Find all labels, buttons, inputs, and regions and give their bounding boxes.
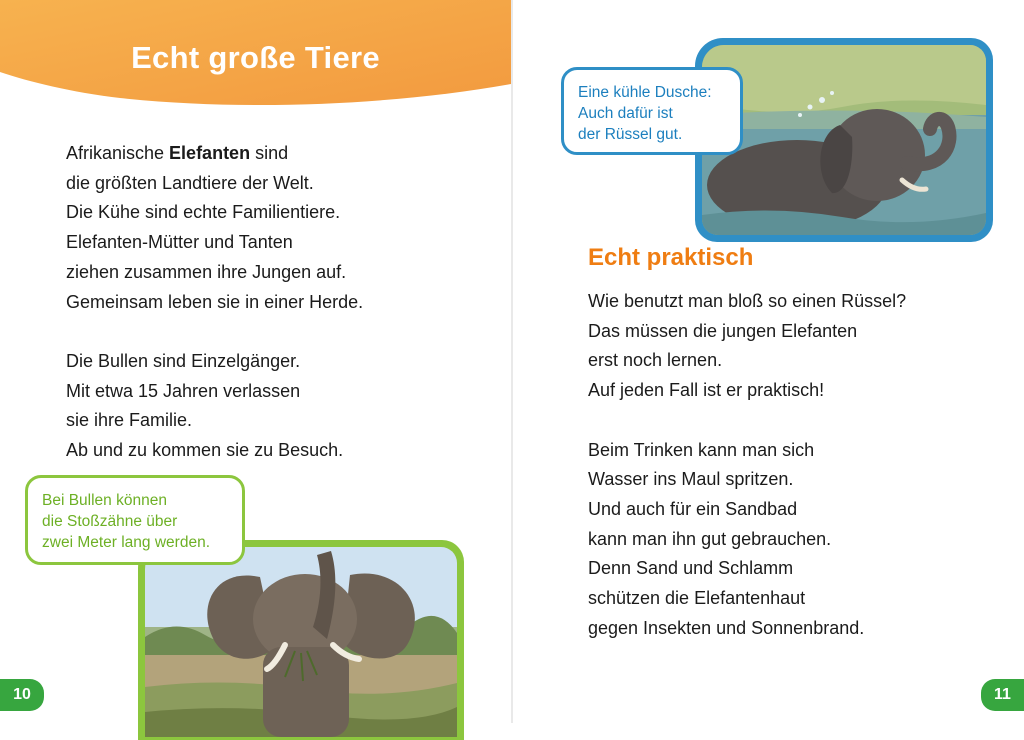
text-line: Auf jeden Fall ist er praktisch! bbox=[588, 380, 825, 401]
callout-line: zwei Meter lang werden. bbox=[42, 534, 210, 551]
text-line: erst noch lernen. bbox=[588, 350, 723, 371]
page-number: 11 bbox=[981, 679, 1024, 711]
highlight-word: Elefanten bbox=[169, 143, 251, 163]
text-line: ziehen zusammen ihre Jungen auf. bbox=[66, 261, 347, 282]
text-line: Elefanten-Mütter und Tanten bbox=[66, 232, 293, 253]
text-line: Wasser ins Maul spritzen. bbox=[588, 469, 794, 490]
text-line: gegen Insekten und Sonnenbrand. bbox=[588, 617, 865, 638]
text-line: Beim Trinken kann man sich bbox=[588, 439, 815, 460]
text-line: Afrikanische Elefanten sind bbox=[66, 143, 289, 163]
elephant-bull-photo bbox=[138, 540, 464, 740]
elephant-shower-image bbox=[702, 45, 986, 235]
left-body-text bbox=[66, 139, 486, 466]
text-line: Die Kühe sind echte Familientiere. bbox=[66, 202, 341, 223]
callout-line: Bei Bullen können bbox=[42, 492, 167, 509]
callout-line: der Rüssel gut. bbox=[578, 126, 683, 143]
fact-callout-shower bbox=[561, 67, 743, 155]
section-heading: Echt praktisch bbox=[588, 244, 754, 271]
elephant-bull-image bbox=[145, 547, 457, 737]
right-page bbox=[513, 0, 1024, 723]
text-line: sie ihre Familie. bbox=[66, 410, 193, 431]
fact-callout-tusks bbox=[25, 475, 245, 565]
callout-line: Auch dafür ist bbox=[578, 105, 673, 122]
callout-line: Eine kühle Dusche: bbox=[578, 84, 712, 101]
text-line: Denn Sand und Schlamm bbox=[588, 558, 794, 579]
page-number: 10 bbox=[0, 679, 44, 711]
text-line: Ab und zu kommen sie zu Besuch. bbox=[66, 440, 344, 461]
text-line: schützen die Elefantenhaut bbox=[588, 588, 806, 609]
page-title: Echt große Tiere bbox=[131, 40, 380, 75]
right-body-text bbox=[588, 287, 1008, 643]
text-line: Mit etwa 15 Jahren verlassen bbox=[66, 380, 301, 401]
text-line: Gemeinsam leben sie in einer Herde. bbox=[66, 291, 364, 312]
callout-line: die Stoßzähne über bbox=[42, 513, 178, 530]
text-line: Wie benutzt man bloß so einen Rüssel? bbox=[588, 291, 907, 311]
text-line: die größten Landtiere der Welt. bbox=[66, 172, 314, 193]
text-line: kann man ihn gut gebrauchen. bbox=[588, 528, 832, 549]
left-page bbox=[0, 0, 511, 723]
text-line: Die Bullen sind Einzelgänger. bbox=[66, 350, 301, 371]
text-line: Das müssen die jungen Elefanten bbox=[588, 320, 858, 341]
text-line: Und auch für ein Sandbad bbox=[588, 498, 798, 519]
